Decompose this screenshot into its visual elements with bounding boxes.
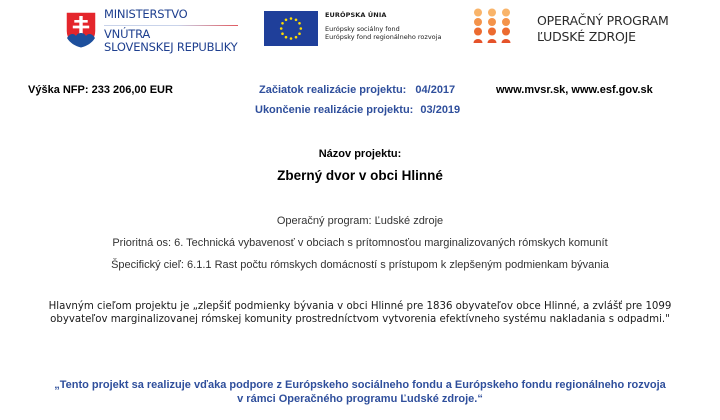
slovak-coat-of-arms-icon [64,11,98,49]
websites: www.mvsr.sk, www.esf.gov.sk [496,84,653,96]
project-name-label: Názov projektu: [318,148,402,160]
priority-axis: Prioritná os: 6. Technická vybavenosť v obciach s prítomnosťou marginalizovaných rómskych komunít [112,237,608,249]
ministry-logo [64,8,238,54]
funding-statement [0,378,720,406]
op-name-line2: ĽUDSKÉ ZDROJE [537,29,636,44]
esf-name: Európsky sociálny fond [325,25,400,33]
end-date-row [255,104,460,124]
main-goal-line1: Hlavným cieľom projektu je „zlepšiť podmienky bývania v obci Hlinné pre 1836 obyvateľov obce Hlinné, a zvlášť pre 1099 [48,301,672,312]
ministry-name-line3: SLOVENSKEJ REPUBLIKY [104,40,238,54]
project-name: Zberný dvor v obci Hlinné [277,168,443,183]
program-info [0,215,720,281]
main-goal [0,300,720,326]
specific-goal: Špecifický cieľ: 6.1.1 Rast počtu rómskych domácností s prístupom k zlepšeným podmienkam bývania [111,259,609,271]
main-goal-line2: obyvateľov marginalizovanej rómskej komunity prostredníctvom vytvorenia efektívneho systému nakladania s odpadmi." [50,314,670,325]
end-date-label: Ukončenie realizácie projektu: [255,104,414,116]
start-date-label: Začiatok realizácie projektu: [259,84,407,96]
funding-statement-line2: v rámci Operačného programu Ľudské zdroje.“ [237,393,483,405]
op-name-line1: OPERAČNÝ PROGRAM [537,13,669,28]
eu-flag-icon [264,11,318,46]
operational-program: Operačný program: Ľudské zdroje [276,215,444,227]
project-dates [255,84,461,124]
eu-name: EURÓPSKA ÚNIA [325,11,387,19]
ministry-name-line2: VNÚTRA [104,27,151,41]
people-dots-icon [472,8,516,44]
start-date-row [259,84,460,104]
start-date-value: 04/2017 [415,84,456,96]
nfp-amount: Výška NFP: 233 206,00 EUR [28,84,173,96]
ministry-divider [104,25,238,26]
op-logo [472,8,669,45]
funding-statement-line1: „Tento projekt sa realizuje vďaka podpore z Európskeho sociálneho fondu a Európskeho fondu regionálneho rozvoja [54,379,666,391]
ministry-name-line1: MINISTERSTVO [104,7,188,21]
eu-logo [264,11,441,46]
erdf-name: Európsky fond regionálneho rozvoja [325,33,442,41]
end-date-value: 03/2019 [420,104,461,116]
